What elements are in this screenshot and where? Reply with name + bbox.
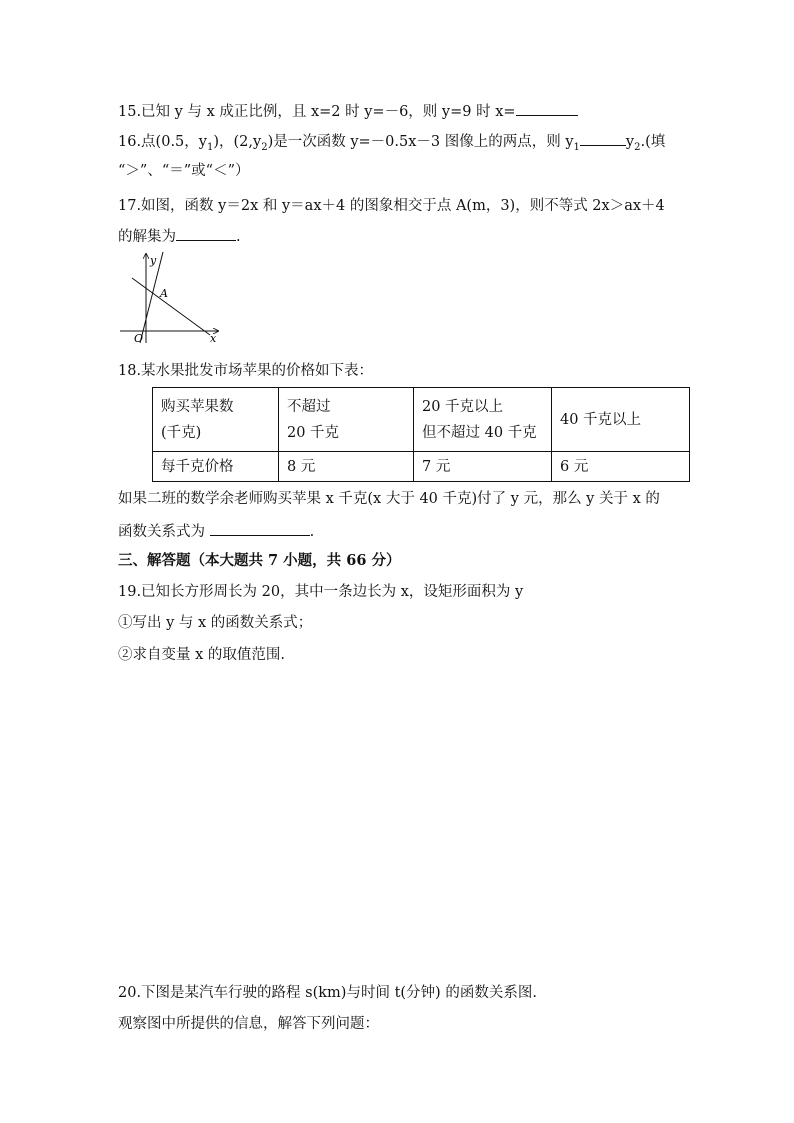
- q16-part4: y: [625, 134, 635, 150]
- q16-sub3: 1: [573, 141, 580, 153]
- q16-line2: “＞”、“＝”或“＜”）: [118, 163, 250, 179]
- q18-after-line2: [118, 521, 314, 542]
- table-header-cell: [414, 388, 552, 452]
- q15-answer-blank: [516, 101, 578, 116]
- q17-answer-blank: [176, 226, 236, 241]
- q17-suffix: .: [236, 229, 241, 245]
- table-header-cell: [153, 388, 279, 452]
- table-cell: 每千克价格: [153, 452, 279, 482]
- q16-answer-blank: [580, 131, 626, 146]
- section-3-title: 三、解答题（本大题共 7 小题，共 66 分）: [118, 552, 401, 569]
- table-row: [153, 388, 690, 452]
- q16-sub2: 2: [261, 141, 268, 153]
- header-tier1-line2: 20 千克: [287, 424, 340, 441]
- q19-line2: ①写出 y 与 x 的函数关系式；: [118, 615, 313, 631]
- q19-line1: 19.已知长方形周长为 20，其中一条边长为 x，设矩形面积为 y: [118, 584, 524, 600]
- q16-part1: 16.点(0.5，y: [118, 134, 207, 150]
- header-tier1-line1: 不超过: [287, 398, 331, 415]
- q20-line2: 观察图中所提供的信息，解答下列问题：: [118, 1016, 379, 1032]
- q17-line2: [118, 226, 241, 247]
- q17-function-graph: [118, 250, 228, 345]
- q16-part2: )，(2,y: [213, 134, 262, 150]
- table-header-cell: 40 千克以上: [552, 388, 690, 452]
- price-table: [152, 387, 690, 482]
- q18-after-prefix: 函数关系式为: [118, 524, 210, 540]
- q17-prefix: 的解集为: [118, 229, 176, 245]
- y-axis-label: y: [150, 254, 157, 267]
- q18-after-suffix: .: [309, 524, 315, 540]
- table-cell: 7 元: [414, 452, 552, 482]
- header-qty-line1: 购买苹果数: [161, 398, 234, 415]
- q17-line1: 17.如图，函数 y＝2x 和 y＝ax＋4 的图象相交于点 A(m，3)，则不等式 2x＞ax＋4: [118, 198, 665, 214]
- origin-label: O: [134, 332, 144, 345]
- header-qty-line2: (千克): [161, 424, 202, 441]
- q18-intro: 18.某水果批发市场苹果的价格如下表：: [118, 363, 374, 379]
- q16-line1: [118, 131, 665, 158]
- q19-line3: ②求自变量 x 的取值范围.: [118, 647, 286, 663]
- q15-text: 15.已知 y 与 x 成正比例，且 x=2 时 y=－6，则 y=9 时 x=: [118, 104, 516, 120]
- header-tier2-line1: 20 千克以上: [422, 398, 504, 415]
- table-header-cell: [279, 388, 414, 452]
- x-axis-label: x: [210, 332, 217, 345]
- q16-sub4: 2: [634, 141, 641, 153]
- q16-sub1: 1: [206, 141, 214, 153]
- q18-answer-blank: [210, 521, 310, 536]
- table-cell: 8 元: [279, 452, 414, 482]
- point-a-label: A: [160, 287, 168, 300]
- table-cell: 6 元: [552, 452, 690, 482]
- q16-part5: .(填: [640, 134, 666, 150]
- q16-part3: )是一次函数 y=－0.5x－3 图像上的两点，则 y: [267, 134, 574, 150]
- header-tier2-line2: 但不超过 40 千克: [422, 424, 537, 441]
- q18-after-line1: 如果二班的数学余老师购买苹果 x 千克(x 大于 40 千克)付了 y 元，那么 y 关于 x 的: [118, 491, 660, 507]
- q20-line1: 20.下图是某汽车行驶的路程 s(km)与时间 t(分钟) 的函数关系图.: [118, 985, 537, 1001]
- q15-line: [118, 101, 578, 122]
- table-row: [153, 452, 690, 482]
